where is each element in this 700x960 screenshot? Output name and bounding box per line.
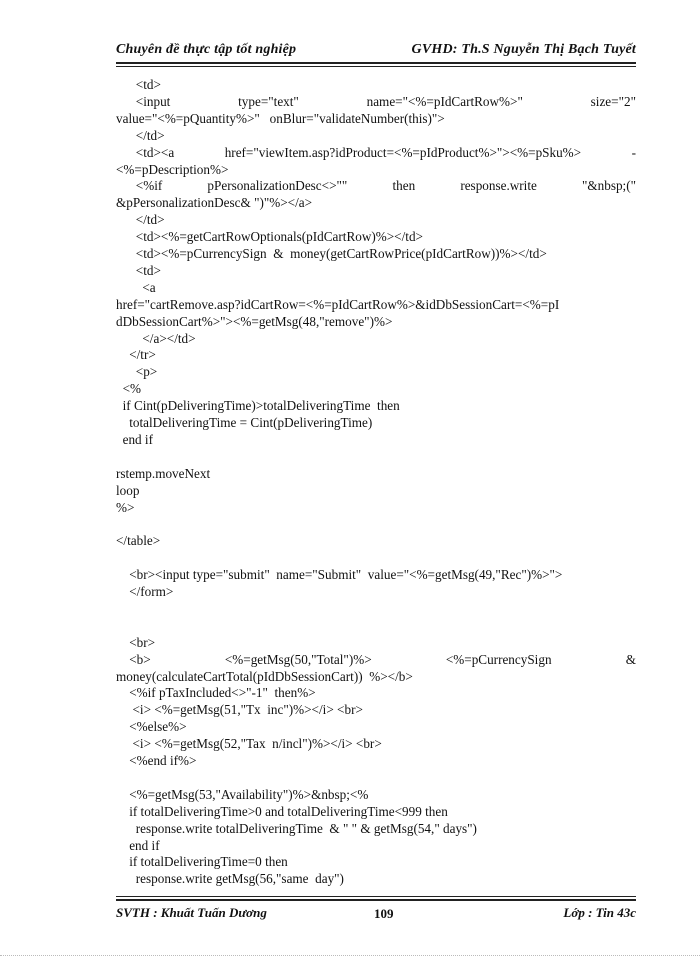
code-line: <%=pDescription%> (116, 161, 229, 177)
code-line: <td><a href="viewItem.asp?idProduct=<%=pIdProduct%>"><%=pSku%> - (116, 144, 636, 160)
code-line: dDbSessionCart%>"><%=getMsg(48,"remove")%> (116, 313, 393, 329)
code-line: %> (116, 499, 135, 515)
code-line: totalDeliveringTime = Cint(pDeliveringTime) (116, 415, 373, 430)
code-line: </a></td> (116, 330, 196, 346)
code-line: <%end if%> (116, 753, 197, 768)
code-line: <input type="text" name="<%=pIdCartRow%>" size="2" (116, 93, 636, 109)
code-line: </td> (116, 212, 165, 228)
code-line: </table> (116, 533, 161, 549)
code-line: <br><input type="submit" name="Submit" value="<%=getMsg(49,"Rec")%>"> (116, 567, 563, 583)
code-line: </form> (116, 584, 174, 599)
code-line: <p> (116, 364, 158, 380)
code-line: if totalDeliveringTime>0 and totalDeliveringTime<999 then (116, 803, 448, 819)
code-line: <td> (116, 262, 161, 278)
footer-student: SVTH : Khuất Tuấn Dương (116, 905, 267, 920)
code-line: if Cint(pDeliveringTime)>totalDeliveringTime then (116, 398, 400, 414)
code-line: <td><%=getCartRowOptionals(pIdCartRow)%></td> (116, 229, 423, 245)
page-edge-dots (0, 955, 700, 956)
code-line: <%=getMsg(53,"Availability")%>&nbsp;<% (116, 786, 369, 802)
page-header (116, 40, 636, 64)
code-line: <br> (116, 634, 156, 650)
code-line: <i> <%=getMsg(51,"Tx inc")%></i> <br> (116, 702, 363, 718)
code-line: <% (116, 381, 142, 397)
code-line: rstemp.moveNext (116, 465, 211, 481)
code-line: value="<%=pQuantity%>" onBlur="validateNumber(this)"> (116, 110, 445, 126)
code-line: </tr> (116, 347, 156, 363)
code-line: <a (116, 279, 156, 295)
page-footer (116, 903, 636, 925)
code-line: <%if pTaxIncluded<>"-1" then%> (116, 685, 316, 701)
code-line: money(calculateCartTotal(pIdDbSessionCart)) %></b> (116, 668, 413, 684)
code-line: href="cartRemove.asp?idCartRow=<%=pIdCartRow%>&idDbSessionCart=<%=pI (116, 296, 560, 312)
code-line: if totalDeliveringTime=0 then (116, 854, 288, 870)
page-number: 109 (374, 906, 394, 921)
code-line: response.write totalDeliveringTime & " " & getMsg(54," days") (116, 820, 477, 836)
header-rule (116, 62, 636, 64)
code-line: <%else%> (116, 719, 187, 735)
header-rule-thin (116, 66, 636, 67)
code-line: end if (116, 431, 153, 447)
code-line: response.write getMsg(56,"same day") (116, 871, 344, 887)
code-line: <i> <%=getMsg(52,"Tax n/incl")%></i> <br> (116, 736, 382, 752)
header-advisor: GVHD: Th.S Nguyễn Thị Bạch Tuyết (411, 42, 636, 57)
code-line: end if (116, 837, 160, 853)
code-line: loop (116, 482, 140, 498)
code-line: <td><%=pCurrencySign & money(getCartRowPrice(pIdCartRow))%></td> (116, 246, 547, 261)
code-line: &pPersonalizationDesc& ")"%></a> (116, 195, 313, 211)
footer-rule-thin (116, 896, 636, 897)
code-line: </td> (116, 127, 165, 143)
header-thesis-title: Chuyên đề thực tập tốt nghiệp (116, 42, 297, 57)
code-line: <%if pPersonalizationDesc<>"" then response.write "&nbsp;(" (116, 178, 636, 194)
footer-class: Lớp : Tin 43c (563, 905, 636, 920)
code-line: <td> (116, 77, 161, 92)
footer-rule (116, 899, 636, 901)
code-line: <b> <%=getMsg(50,"Total")%> <%=pCurrencySign & (116, 651, 636, 667)
